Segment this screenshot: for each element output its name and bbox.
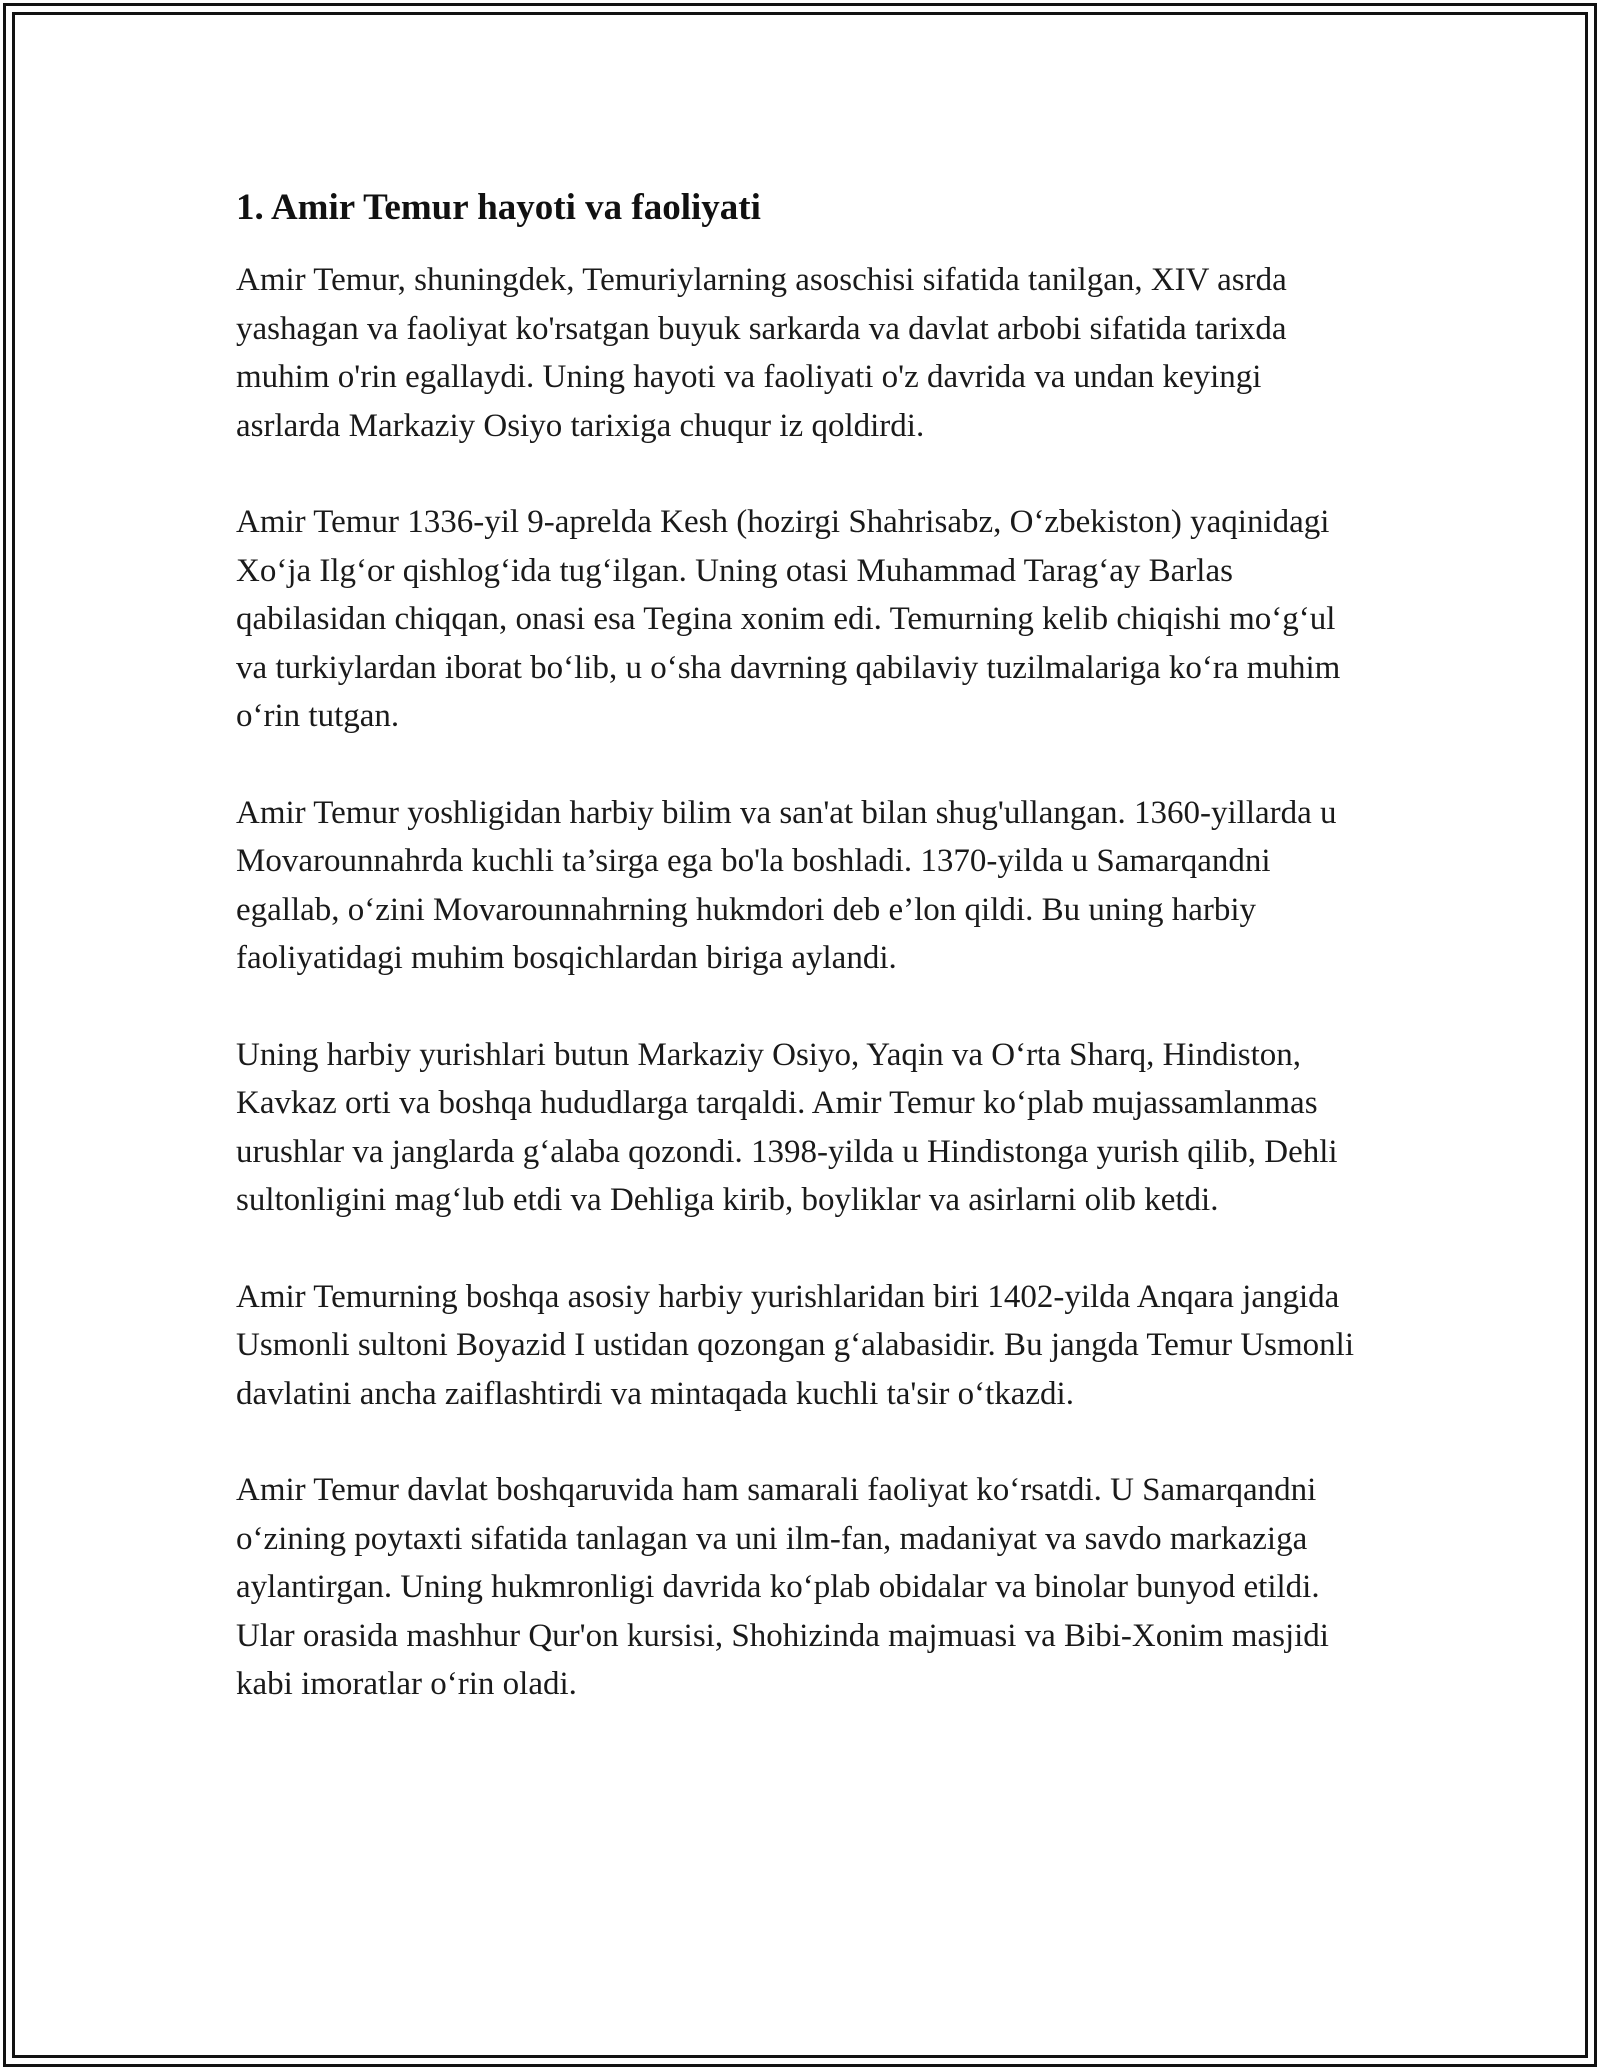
paragraph-rise-to-power: Amir Temur yoshligidan harbiy bilim va san'at bilan shug'ullangan. 1360-yillarda u Movarounnahrda kuchli ta’sirga ega bo'la boshladi. 1370-yilda u Samarqandni egallab, o‘zini Movarounnahrning hukmdori deb e’lon qildi. Bu uning harbiy faoliyatidagi muhim bosqichlardan biriga aylandi. [236,794,1337,976]
paragraph-birth: Amir Temur 1336-yil 9-aprelda Kesh (hozirgi Shahrisabz, O‘zbekiston) yaqinidagi Xo‘ja Ilg‘or qishlog‘ida tug‘ilgan. Uning otasi Muhammad Tarag‘ay Barlas qabilasidan chiqqan, onasi esa Tegina xonim edi. Temurning kelib chiqishi mo‘g‘ul va turkiylardan iborat bo‘lib, u o‘sha davrning qabilaviy tuzilmalariga ko‘ra muhim o‘rin tutgan. [236,504,1341,734]
section-heading: 1. Amir Temur hayoti va faoliyati [236,187,761,228]
document-body [236,184,1366,1757]
paragraph-intro: Amir Temur, shuningdek, Temuriylarning asoschisi sifatida tanilgan, XIV asrda yashagan va faoliyat ko'rsatgan buyuk sarkarda va davlat arbobi sifatida tarixda muhim o'rin egallaydi. Uning hayoti va faoliyati o'z davrida va undan keyingi asrlarda Markaziy Osiyo tarixiga chuqur iz qoldirdi. [236,262,1287,444]
paragraph-campaigns: Uning harbiy yurishlari butun Markaziy Osiyo, Yaqin va O‘rta Sharq, Hindiston, Kavkaz orti va boshqa hududlarga tarqaldi. Amir Temur ko‘plab mujassamlanmas urushlar va janglarda g‘alaba qozondi. 1398-yilda u Hindistonga yurish qilib, Dehli sultonligini mag‘lub etdi va Dehliga kirib, boyliklar va asirlarni olib ketdi. [236,1036,1338,1218]
paragraph-governance: Amir Temur davlat boshqaruvida ham samarali faoliyat ko‘rsatdi. U Samarqandni o‘zining poytaxti sifatida tanlagan va uni ilm-fan, madaniyat va savdo markaziga aylantirgan. Uning hukmronligi davrida ko‘plab obidalar va binolar bunyod etildi. Ular orasida mashhur Qur'on kursisi, Shohizinda majmuasi va Bibi-Xonim masjidi kabi imoratlar o‘rin oladi. [236,1472,1329,1702]
paragraph-ankara-battle: Amir Temurning boshqa asosiy harbiy yurishlaridan biri 1402-yilda Anqara jangida Usmonli sultoni Boyazid I ustidan qozongan g‘alabasidir. Bu jangda Temur Usmonli davlatini ancha zaiflashtirdi va mintaqada kuchli ta'sir o‘tkazdi. [236,1278,1355,1412]
